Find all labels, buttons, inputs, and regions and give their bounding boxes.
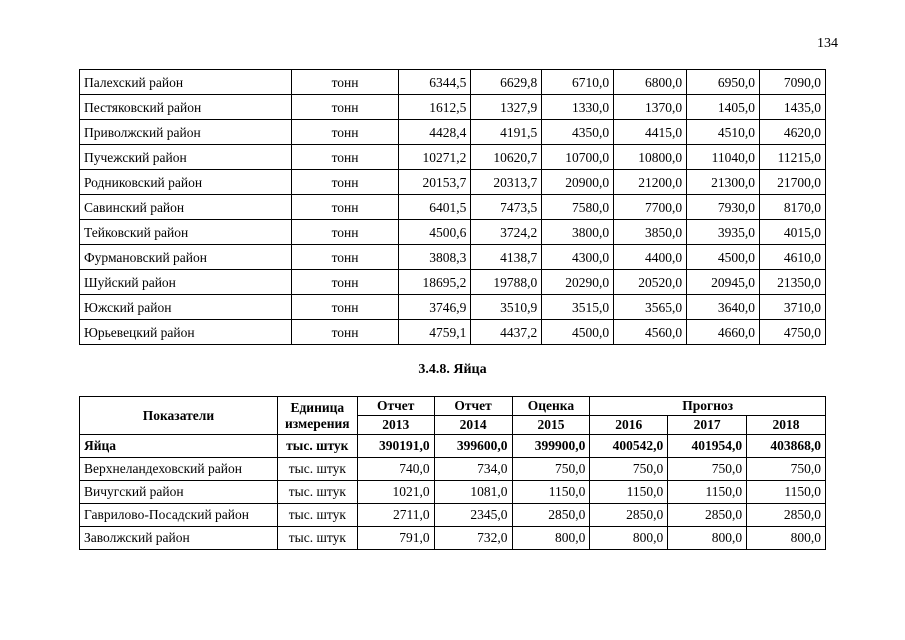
header-unit: Единица измерения (277, 397, 357, 435)
row-name: Южский район (80, 295, 292, 320)
row-name: Юрьевецкий район (80, 320, 292, 345)
eggs-table (79, 396, 826, 550)
row-value: 3800,0 (542, 220, 614, 245)
row-value: 4620,0 (760, 120, 826, 145)
row-value: 734,0 (434, 458, 512, 481)
row-value: 800,0 (747, 527, 826, 550)
row-value: 3850,0 (614, 220, 687, 245)
row-unit: тонн (291, 220, 399, 245)
row-value: 11215,0 (760, 145, 826, 170)
row-name: Родниковский район (80, 170, 292, 195)
row-value: 2345,0 (434, 504, 512, 527)
row-value: 7473,5 (471, 195, 542, 220)
section-title: 3.4.8. Яйца (418, 362, 487, 377)
row-value: 4015,0 (760, 220, 826, 245)
row-value: 750,0 (668, 458, 747, 481)
row-unit: тонн (291, 95, 399, 120)
row-value: 4400,0 (614, 245, 687, 270)
row-value: 21350,0 (760, 270, 826, 295)
row-value: 1435,0 (760, 95, 826, 120)
row-value: 20290,0 (542, 270, 614, 295)
table-row (80, 95, 826, 120)
row-value: 4191,5 (471, 120, 542, 145)
table-row (80, 195, 826, 220)
header-year: 2014 (434, 416, 512, 435)
row-value: 6629,8 (471, 70, 542, 95)
row-value: 1330,0 (542, 95, 614, 120)
row-value: 1150,0 (668, 481, 747, 504)
row-unit: тонн (291, 245, 399, 270)
row-value: 3565,0 (614, 295, 687, 320)
row-value: 1405,0 (687, 95, 760, 120)
row-unit: тонн (291, 320, 399, 345)
row-value: 750,0 (747, 458, 826, 481)
row-value: 4610,0 (760, 245, 826, 270)
row-value: 4510,0 (687, 120, 760, 145)
row-value: 10700,0 (542, 145, 614, 170)
row-name: Савинский район (80, 195, 292, 220)
table-row (80, 120, 826, 145)
row-value: 4500,6 (399, 220, 471, 245)
row-value: 20313,7 (471, 170, 542, 195)
row-value: 4300,0 (542, 245, 614, 270)
row-value: 19788,0 (471, 270, 542, 295)
row-value: 2711,0 (357, 504, 434, 527)
table-row (80, 220, 826, 245)
row-name: Шуйский район (80, 270, 292, 295)
row-value: 7700,0 (614, 195, 687, 220)
district-tonnes-table (79, 69, 826, 345)
row-value: 3724,2 (471, 220, 542, 245)
row-value: 1370,0 (614, 95, 687, 120)
row-value: 20153,7 (399, 170, 471, 195)
row-value: 4437,2 (471, 320, 542, 345)
row-value: 750,0 (590, 458, 668, 481)
row-value: 3935,0 (687, 220, 760, 245)
row-value: 791,0 (357, 527, 434, 550)
row-value: 10271,2 (399, 145, 471, 170)
row-value: 10800,0 (614, 145, 687, 170)
header-year: 2018 (747, 416, 826, 435)
row-value: 740,0 (357, 458, 434, 481)
row-value: 2850,0 (512, 504, 590, 527)
row-value: 732,0 (434, 527, 512, 550)
row-value: 6401,5 (399, 195, 471, 220)
row-value: 1150,0 (590, 481, 668, 504)
table-row (80, 295, 826, 320)
row-value: 1081,0 (434, 481, 512, 504)
row-value: 401954,0 (668, 435, 747, 458)
row-value: 403868,0 (747, 435, 826, 458)
row-value: 2850,0 (590, 504, 668, 527)
row-name: Фурмановский район (80, 245, 292, 270)
row-value: 10620,7 (471, 145, 542, 170)
row-value: 3515,0 (542, 295, 614, 320)
table-row (80, 270, 826, 295)
table-row (80, 70, 826, 95)
row-value: 11040,0 (687, 145, 760, 170)
row-value: 800,0 (512, 527, 590, 550)
table-row (80, 170, 826, 195)
row-name: Тейковский район (80, 220, 292, 245)
row-value: 3746,9 (399, 295, 471, 320)
row-value: 4138,7 (471, 245, 542, 270)
row-unit: тыс. штук (277, 504, 357, 527)
row-value: 1612,5 (399, 95, 471, 120)
row-value: 3510,9 (471, 295, 542, 320)
row-value: 400542,0 (590, 435, 668, 458)
header-year: 2013 (357, 416, 434, 435)
header-year: 2016 (590, 416, 668, 435)
row-unit: тонн (291, 295, 399, 320)
page-number: 134 (817, 36, 838, 51)
row-value: 4500,0 (687, 245, 760, 270)
row-value: 2850,0 (668, 504, 747, 527)
row-value: 6344,5 (399, 70, 471, 95)
table-row (80, 435, 826, 458)
table-row (80, 458, 826, 481)
row-value: 4415,0 (614, 120, 687, 145)
row-value: 3808,3 (399, 245, 471, 270)
row-unit: тонн (291, 195, 399, 220)
row-value: 8170,0 (760, 195, 826, 220)
row-name: Гаврилово-Посадский район (80, 504, 278, 527)
row-name: Пучежский район (80, 145, 292, 170)
row-value: 4660,0 (687, 320, 760, 345)
row-unit: тонн (291, 70, 399, 95)
row-value: 3710,0 (760, 295, 826, 320)
row-value: 20945,0 (687, 270, 760, 295)
row-value: 4750,0 (760, 320, 826, 345)
row-value: 20900,0 (542, 170, 614, 195)
row-name: Вичугский район (80, 481, 278, 504)
table-row (80, 320, 826, 345)
row-value: 1327,9 (471, 95, 542, 120)
row-value: 4560,0 (614, 320, 687, 345)
row-value: 20520,0 (614, 270, 687, 295)
row-unit: тыс. штук (277, 527, 357, 550)
row-value: 7090,0 (760, 70, 826, 95)
row-unit: тонн (291, 270, 399, 295)
row-unit: тыс. штук (277, 458, 357, 481)
row-name: Яйца (80, 435, 278, 458)
row-unit: тыс. штук (277, 435, 357, 458)
row-value: 2850,0 (747, 504, 826, 527)
row-value: 4500,0 (542, 320, 614, 345)
row-name: Приволжский район (80, 120, 292, 145)
table-row (80, 504, 826, 527)
row-value: 7930,0 (687, 195, 760, 220)
row-value: 3640,0 (687, 295, 760, 320)
row-value: 21200,0 (614, 170, 687, 195)
table-row (80, 527, 826, 550)
header-report-2014: Отчет (434, 397, 512, 416)
row-name: Заволжский район (80, 527, 278, 550)
row-value: 21300,0 (687, 170, 760, 195)
row-name: Пестяковский район (80, 95, 292, 120)
row-unit: тонн (291, 120, 399, 145)
row-value: 750,0 (512, 458, 590, 481)
header-year: 2017 (668, 416, 747, 435)
table-row (80, 145, 826, 170)
header-estimate: Оценка (512, 397, 590, 416)
row-value: 6950,0 (687, 70, 760, 95)
row-value: 18695,2 (399, 270, 471, 295)
row-value: 7580,0 (542, 195, 614, 220)
row-value: 800,0 (668, 527, 747, 550)
row-value: 390191,0 (357, 435, 434, 458)
header-forecast: Прогноз (590, 397, 826, 416)
row-unit: тонн (291, 145, 399, 170)
row-value: 399900,0 (512, 435, 590, 458)
row-value: 399600,0 (434, 435, 512, 458)
row-value: 4350,0 (542, 120, 614, 145)
row-unit: тонн (291, 170, 399, 195)
row-name: Верхнеландеховский район (80, 458, 278, 481)
row-value: 4759,1 (399, 320, 471, 345)
row-value: 6710,0 (542, 70, 614, 95)
header-report-2013: Отчет (357, 397, 434, 416)
table-row (80, 481, 826, 504)
row-value: 1150,0 (512, 481, 590, 504)
header-year: 2015 (512, 416, 590, 435)
row-value: 6800,0 (614, 70, 687, 95)
header-indicators: Показатели (80, 397, 278, 435)
row-value: 1150,0 (747, 481, 826, 504)
row-value: 21700,0 (760, 170, 826, 195)
row-value: 1021,0 (357, 481, 434, 504)
row-unit: тыс. штук (277, 481, 357, 504)
row-value: 4428,4 (399, 120, 471, 145)
row-name: Палехский район (80, 70, 292, 95)
table-row (80, 245, 826, 270)
row-value: 800,0 (590, 527, 668, 550)
